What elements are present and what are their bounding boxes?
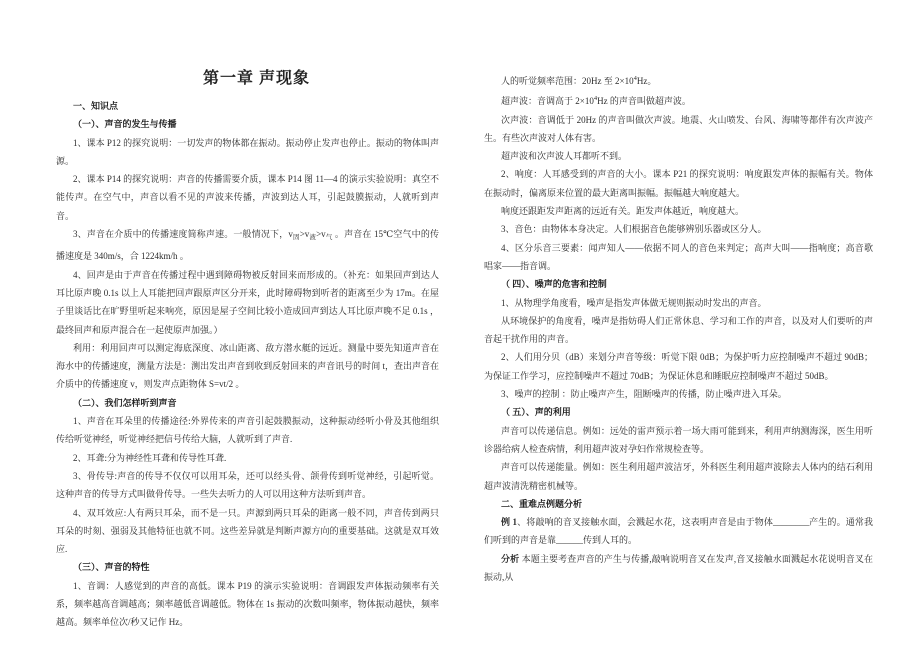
paragraph-hearing-path: 1、声音在耳朵里的传播途径:外界传来的声音引起鼓膜振动，这种振动经听小骨及其他组织传给听觉神经，听觉神经把信号传给大脑，人就听到了声音.	[56, 416, 439, 445]
paragraph-example-1: 例 1、将敲响的音叉接触水面，会溅起水花，这表明声音是由于物体________产生的。通常我们听到的声音是靠______传到人耳的。	[484, 517, 873, 546]
section-heading-knowledge-points: 一、知识点	[73, 101, 119, 111]
paragraph-ultrasound: 超声波：音调高于 $2\times 10^4Hz$ 的声音叫做超声波。	[501, 95, 691, 107]
paragraph-noise-environment: 从环境保护的角度看，噪声是指妨碍人们正常休息、学习和工作的声音，以及对人们要听的声音起干扰作用的声音。	[484, 315, 873, 345]
paragraph-binaural-effect: 4、双耳效应:人有两只耳朵，而不是一只。声源到两只耳朵的距离一般不同，声音传到两只耳朵的时刻、强弱及其他特征也就不同。这些差异就是判断声源方向的重要基础。这就是双耳效应.	[56, 507, 439, 555]
subscript-gas: 气	[325, 234, 333, 242]
paragraph-bone-conduction: 3、骨传导:声音的传导不仅仅可以用耳朵，还可以经头骨、颌骨传到听觉神经，引起听觉。这种声音的传导方式叫做骨传导。一些失去听力的人可以用这种方法听到声音。	[56, 470, 439, 500]
subscript-liquid: 液	[309, 234, 317, 242]
subsection-heading-sound-utilization: （ 五）、声的利用	[501, 407, 571, 418]
subsection-heading-sound-generation: （一）、声音的发生与传播	[73, 119, 177, 130]
paragraph-decibel-levels: 2、人们用分贝（dB）来划分声音等级：听觉下限 0dB；为保护听力应控制噪声不超过 90dB；为保证工作学习，应控制噪声不超过 70dB；为保证休息和睡眠应控制噪声不超过 50dB。	[484, 352, 873, 381]
paragraph-echo: 4、回声是由于声音在传播过程中遇到障碍物被反射回来而形成的。（补充：如果回声到达人耳比原声晚 0.1s 以上人耳能把回声跟原声区分开来，此时障碍物到听者的距离至少为 17m。在屋子里谈话比在旷野里听起来响亮，原因是屋子空间比较小造成回声到达人耳比原声晚不足 0.1s ，最终回声和原声混合在一起使原声加强。）	[56, 269, 439, 335]
paragraph-analysis: 分析 本题主要考查声音的产生与传播,敲响说明音叉在发声,音叉接触水面溅起水花说明音叉在振动,从	[484, 553, 873, 583]
paragraph-three-elements: 4、区分乐音三要素：闻声知人——依据不同人的音色来判定；高声大叫——指响度；高音歌唱家——指音调。	[484, 242, 873, 271]
paragraph-sound-energy: 声音可以传递能量。例如：医生利用超声波洁牙，外科医生利用超声波除去人体内的结石利用超声波清洗精密机械等。	[484, 462, 873, 491]
paragraph-deafness: 2、耳聋:分为神经性耳聋和传导性耳聋.	[73, 452, 227, 463]
section-heading-example-analysis: 二、重难点例题分析	[501, 498, 583, 509]
paragraph-pitch: 1、音调：人感觉到的声音的高低。课本 P19 的演示实验说明：音调跟发声体振动频率有关系，频率越高音调越高；频率越低音调越低。物体在 1s 振动的次数叫频率，物体振动越快，频率越高。频率单位次/秒又记作 Hz。	[56, 580, 439, 628]
subsection-heading-noise-control: （ 四）、噪声的危害和控制	[501, 279, 607, 290]
paragraph-sound-medium: 2、课本 P14 的探究说明：声音的传播需要介质，课本 P14 图 11—4 的演示实验说明：真空不能传声。在空气中，声音以看不见的声波来传播，声波到达人耳，引起鼓膜振动，人就听到声音。	[56, 174, 439, 221]
paragraph-inaudible: 超声波和次声波人耳都听不到。	[501, 151, 628, 162]
paragraph-loudness: 2、响度：人耳感受到的声音的大小。课本 P21 的探究说明：响度跟发声体的振幅有关。物体在振动时，偏离原来位置的最大距离叫振幅。振幅越大响度越大。	[484, 169, 873, 198]
paragraph-noise-physics: 1、从物理学角度看，噪声是指发声体做无规则振动时发出的声音。	[501, 297, 767, 308]
paragraph-sound-speed: 3、声音在介质中的传播速度简称声速。一般情况下，$v_固>v_液>v_气$ 。声音在 15℃空气中的传播速度是 340m/s，合 1224km/h 。	[56, 229, 439, 262]
paragraph-sound-source: 1、课本 P12 的探究说明：一切发声的物体都在振动。振动停止发声也停止。振动的物体叫声源。	[56, 137, 439, 166]
example-1-label: 例 1	[501, 517, 518, 528]
paragraph-infrasound: 次声波：音调低于 20Hz 的声音叫做次声波。地震、火山喷发、台风、海啸等都伴有次声波产生。有些次声波对人体有害。	[484, 114, 873, 143]
paragraph-echo-usage: 利用：利用回声可以测定海底深度、冰山距离、敌方潜水艇的远近。测量中要先知道声音在海水中的传播速度，测量方法是：测出发出声音到收到反射回来的声音讯号的时间 t，查出声音在介质中的传播速度 v，则发声点距物体 S=vt/2 。	[56, 342, 439, 390]
analysis-label: 分析	[501, 553, 520, 564]
paragraph-timbre: 3、音色：由物体本身决定。人们根据音色能够辨别乐器或区分人。	[501, 224, 767, 235]
subsection-heading-sound-characteristics: （三）、声音的特性	[73, 562, 150, 573]
subsection-heading-how-we-hear: （二）、我们怎样听到声音	[73, 397, 177, 408]
subscript-solid: 固	[292, 234, 300, 242]
chapter-title: 第一章 声现象	[202, 70, 310, 87]
paragraph-noise-prevention: 3、噪声的控制 ：防止噪声产生，阻断噪声的传播，防止噪声进入耳朵。	[501, 389, 787, 400]
left-column	[56, 68, 439, 632]
superscript-exponent: 4	[593, 95, 598, 103]
paragraph-hearing-range: 人的听觉频率范围：20Hz 至 $2\times 10^4Hz$。	[501, 75, 657, 86]
paragraph-sound-information: 声音可以传递信息。例如：远处的雷声预示着一场大雨可能到来，利用声纳测海深，医生用听诊器给病人检查病情，利用超声波对孕妇作常规检查等。	[484, 425, 873, 454]
superscript-exponent: 4	[633, 75, 637, 82]
paragraph-loudness-distance: 响度还跟距发声距离的远近有关。距发声体越近，响度越大。	[501, 206, 745, 217]
right-column	[484, 70, 873, 586]
